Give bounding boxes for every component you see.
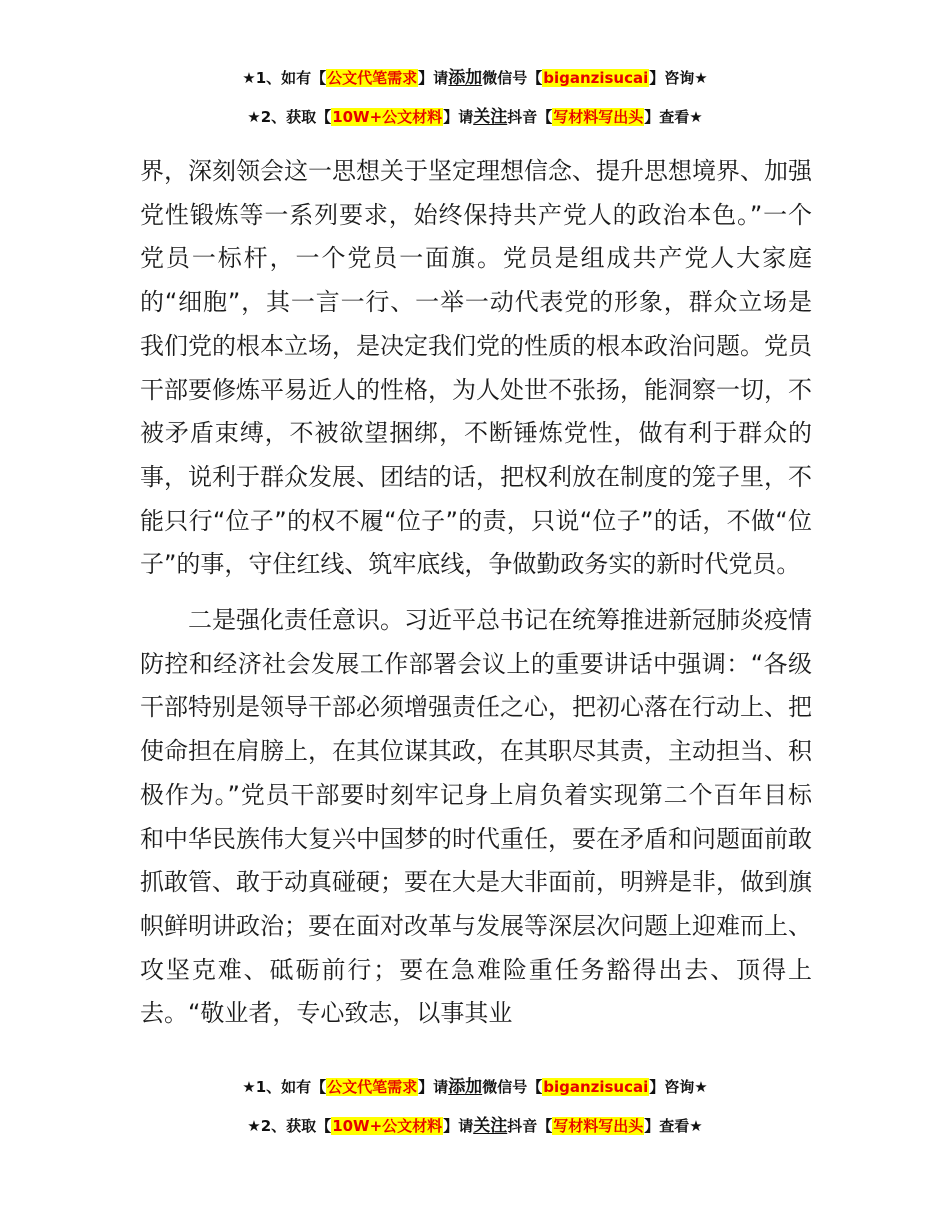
footer-line1-suffix: 】咨询★ [649,1078,708,1096]
document-body [140,150,812,1036]
footer-line2-prefix: ★2、获取【 [247,1117,332,1135]
footer-ad-line-2 [0,1115,950,1137]
paragraph-2: 二是强化责任意识。习近平总书记在统筹推进新冠肺炎疫情防控和经济社会发展工作部署会议上的重要讲话中强调：“各级干部特别是领导干部必须增强责任之心，把初心落在行动上、把使命担在肩膀上，在其位谋其政，在其职尽其责，主动担当、积极作为。”党员干部要时刻牢记身上肩负着实现第二个百年目标和中华民族伟大复兴中国梦的时代重任，要在矛盾和问题面前敢抓敢管、敢于动真碰硬；要在大是大非面前，明辨是非，做到旗帜鲜明讲政治；要在面对改革与发展等深层次问题上迎难而上、攻坚克难、砥砺前行；要在急难险重任务豁得出去、顶得上去。“敬业者，专心致志，以事其业 [140,606,812,1028]
footer-line1-mid2: 微信号【 [482,1078,543,1096]
ad-line2-mid2: 抖音【 [507,108,553,126]
ad-line1-emphasis: 添加 [448,68,483,88]
footer-line1-highlight-wechat: biganzisucai [543,1078,649,1096]
footer-ad-line-1 [0,1076,950,1098]
footer-line1-mid1: 】请 [418,1078,449,1096]
ad-line1-highlight-wechat: biganzisucai [543,69,649,87]
footer-line2-emphasis: 关注 [473,1116,508,1136]
footer-line2-suffix: 】查看★ [644,1117,703,1135]
footer-line1-highlight-service: 公文代笔需求 [327,1078,418,1096]
ad-line1-prefix: ★1、如有【 [242,69,327,87]
ad-line2-suffix: 】查看★ [644,108,703,126]
paragraph-1: 界，深刻领会这一思想关于坚定理想信念、提升思想境界、加强党性锻炼等一系列要求，始终保持共产党人的政治本色。”一个党员一标杆，一个党员一面旗。党员是组成共产党人大家庭的“细胞”，其一言一行、一举一动代表党的形象，群众立场是我们党的根本立场，是决定我们党的性质的根本政治问题。党员干部要修炼平易近人的性格，为人处世不张扬，能洞察一切，不被矛盾束缚，不被欲望捆绑，不断锤炼党性，做有利于群众的事，说利于群众发展、团结的话，把权利放在制度的笼子里，不能只行“位子”的权不履“位子”的责，只说“位子”的话，不做“位子”的事，守住红线、筑牢底线，争做勤政务实的新时代党员。 [140,157,812,579]
footer-line2-highlight-douyin: 写材料写出头 [553,1117,644,1135]
footer-line2-mid2: 抖音【 [507,1117,553,1135]
header-ad-line-1 [0,67,950,89]
header-ad-line-2 [0,106,950,128]
ad-line2-prefix: ★2、获取【 [247,108,332,126]
footer-line1-prefix: ★1、如有【 [242,1078,327,1096]
footer-line1-emphasis: 添加 [448,1077,483,1097]
footer-line2-highlight-materials: 10W+公文材料 [332,1117,443,1135]
ad-line1-highlight-service: 公文代笔需求 [327,69,418,87]
ad-line1-mid1: 】请 [418,69,449,87]
ad-line2-highlight-douyin: 写材料写出头 [553,108,644,126]
ad-line2-mid1: 】请 [443,108,474,126]
footer-line2-mid1: 】请 [443,1117,474,1135]
ad-line2-highlight-materials: 10W+公文材料 [332,108,443,126]
ad-line2-emphasis: 关注 [473,107,508,127]
ad-line1-suffix: 】咨询★ [649,69,708,87]
ad-line1-mid2: 微信号【 [482,69,543,87]
